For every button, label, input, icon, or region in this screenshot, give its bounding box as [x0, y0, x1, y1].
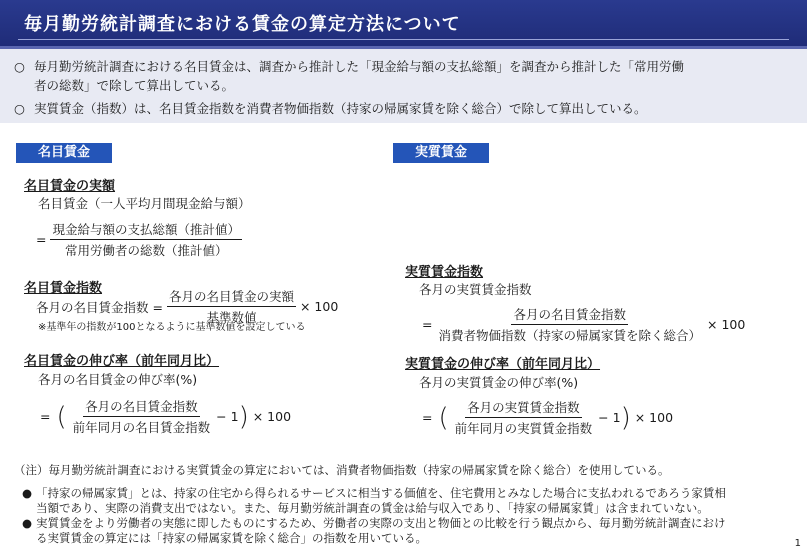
- real-growth-label: 各月の実質賃金の伸び率(%): [419, 375, 579, 390]
- denominator: 消費者物価指数（持家の帰属家賃を除く総合）: [438, 328, 701, 343]
- circle-bullet-icon: ○: [14, 101, 25, 116]
- nominal-index-heading: 名目賃金指数: [24, 281, 103, 296]
- equals-sign: =: [36, 232, 47, 247]
- page-title: 毎月勤労統計調査における賃金の算定方法について: [24, 14, 461, 35]
- real-growth-heading: 実質賃金の伸び率（前年同月比）: [405, 357, 601, 372]
- denominator: 基準数値: [206, 310, 257, 325]
- fraction: [50, 220, 242, 259]
- multiplier: × 100: [707, 317, 746, 332]
- note-text: 「持家の帰属家賃」とは、持家の住宅から得られるサービスに相当する価値を、住宅費用とみなした場合に支払われるであろう家賃相: [36, 486, 726, 500]
- real-wage-tag: 実質賃金: [393, 143, 489, 163]
- multiplier: × 100: [634, 410, 674, 425]
- minus-one: − 1: [216, 409, 239, 424]
- cpi-note: （注）毎月勤労統計調査における実質賃金の算定においては、消費者物価指数（持家の帰属家賃を除く総合）を使用している。: [14, 463, 670, 477]
- denominator: 前年同月の名目賃金指数: [72, 420, 211, 435]
- numerator: 各月の名目賃金の実額: [167, 287, 296, 307]
- formula-label: 各月の名目賃金指数 =: [36, 299, 163, 315]
- real-index-formula: [422, 305, 745, 344]
- summary-box: [0, 49, 807, 123]
- nominal-actual-formula: [36, 220, 246, 259]
- multiplier: × 100: [299, 299, 339, 314]
- summary-item-nominal: [14, 57, 684, 76]
- nominal-growth-formula: [40, 397, 291, 436]
- summary-text: 実質賃金（指数）は、名目賃金指数を消費者物価指数（持家の帰属家賃を除く総合）で除して算出している。: [34, 101, 647, 116]
- numerator: 現金給与額の支払総額（推計値）: [50, 220, 242, 240]
- summary-item-real: [14, 99, 647, 118]
- numerator: 各月の名目賃金指数: [83, 397, 200, 417]
- note-text: 実質賃金をより労働者の実態に即したものにするため、労働者の実際の支出と物価との比較を行う観点から、毎月勤労統計調査におけ: [36, 516, 726, 530]
- real-index-label: 各月の実質賃金指数: [419, 282, 532, 297]
- nominal-wage-tag: 名目賃金: [16, 143, 112, 163]
- equals-sign: =: [422, 317, 433, 332]
- fraction: [436, 305, 703, 344]
- nominal-growth-label: 各月の名目賃金の伸び率(%): [38, 372, 198, 387]
- right-paren: ): [620, 402, 631, 433]
- real-index-heading: 実質賃金指数: [405, 265, 484, 280]
- real-growth-formula: [422, 398, 673, 437]
- equals-sign: =: [422, 410, 433, 425]
- base-year-note: ※基準年の指数が100となるように基準数値を設定している: [38, 322, 306, 333]
- fraction: [71, 397, 213, 436]
- nominal-actual-heading: 名目賃金の実額: [24, 179, 116, 194]
- left-paren: (: [438, 402, 449, 433]
- nominal-actual-label: 名目賃金（一人平均月間現金給与額）: [38, 196, 251, 211]
- right-paren: ): [238, 401, 249, 432]
- title-rule: [18, 39, 789, 40]
- numerator: 各月の実質賃金指数: [465, 398, 582, 418]
- denominator: 前年同月の実質賃金指数: [454, 421, 593, 436]
- summary-text-continued: 者の総数」で除して算出している。: [34, 78, 235, 93]
- fraction: [453, 398, 595, 437]
- left-paren: (: [56, 401, 67, 432]
- multiplier: × 100: [252, 409, 292, 424]
- equals-sign: =: [40, 409, 51, 424]
- circle-bullet-icon: ○: [14, 59, 25, 74]
- minus-one: − 1: [598, 410, 621, 425]
- summary-text: 毎月勤労統計調査における名目賃金は、調査から推計した「現金給与額の支払総額」を調査から推計した「常用労働: [34, 59, 685, 74]
- note-text: 当額であり、実際の消費支出ではない。また、毎月勤労統計調査の賃金は給与収入であり、「持家の帰属家賃」は含まれていない。: [36, 501, 709, 515]
- numerator: 各月の名目賃金指数: [511, 305, 628, 325]
- bullet-dot-icon: ●: [22, 486, 33, 500]
- denominator: 常用労働者の総数（推計値）: [64, 243, 228, 258]
- bullet-dot-icon: ●: [22, 516, 33, 530]
- page-number: 1: [794, 538, 801, 549]
- title-bar: [0, 0, 807, 49]
- note-bullet-imputed-rent: [22, 486, 782, 516]
- nominal-growth-heading: 名目賃金の伸び率（前年同月比）: [24, 354, 220, 369]
- note-text: る実質賃金の算定には「持家の帰属家賃を除く総合」の指数を用いている。: [36, 531, 427, 545]
- note-bullet-real-wage-basis: [22, 516, 782, 546]
